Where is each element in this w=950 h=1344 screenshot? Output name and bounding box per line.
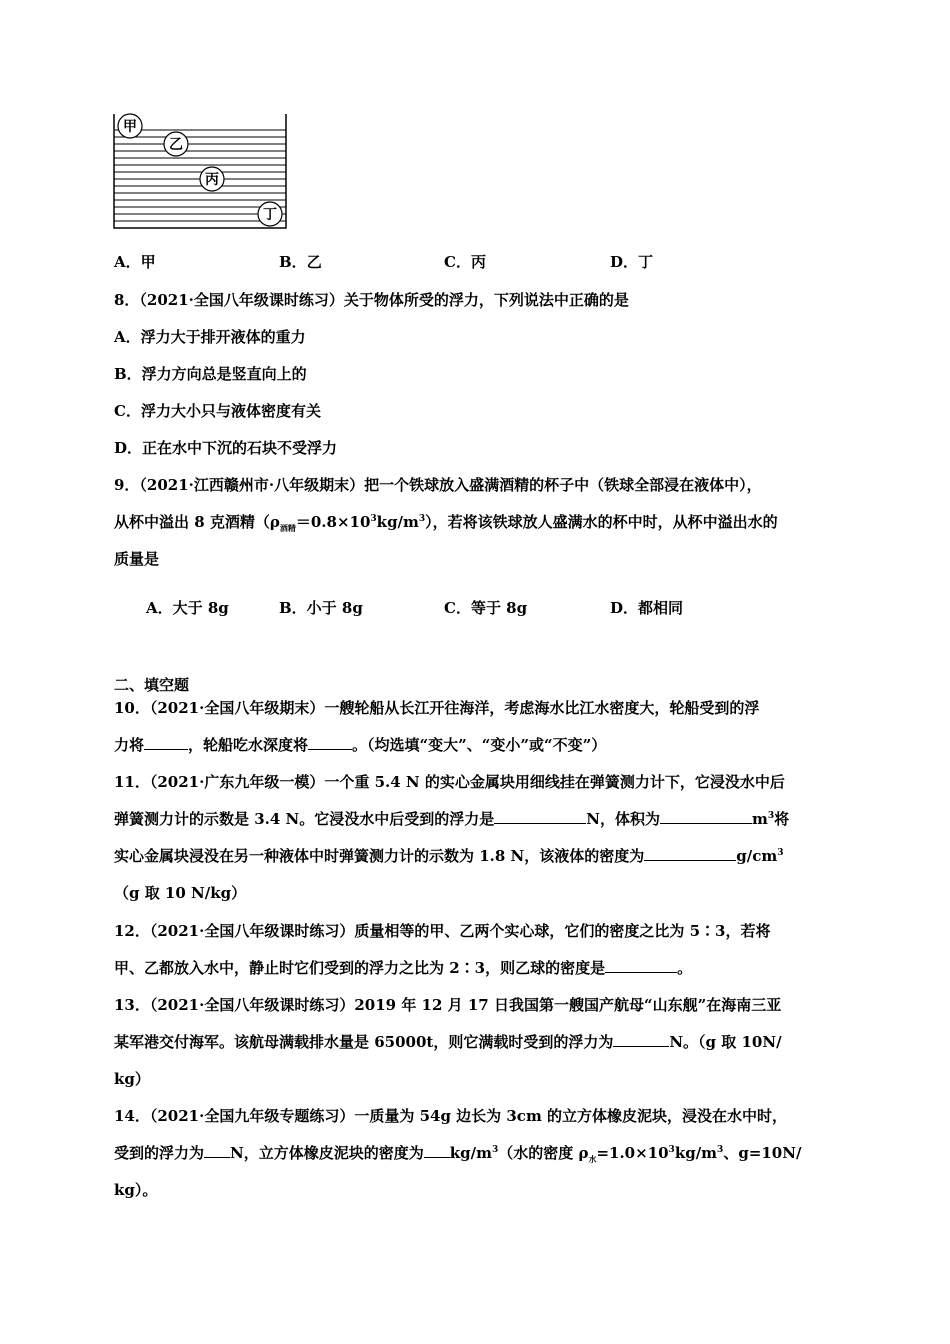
- q8-option-b: B．浮力方向总是竖直向上的: [114, 365, 307, 383]
- beaker-figure: [110, 110, 292, 234]
- q10-line1: 10．（2021·全国八年级期末）一艘轮船从长江开往海洋，考虑海水比江水密度大，轮船受到的浮: [114, 699, 760, 717]
- ball-ding: [258, 202, 282, 226]
- q9-line3: 质量是: [114, 550, 160, 568]
- q14-line2: 受到的浮力为 N，立方体橡皮泥块的密度为 $kg/m^3$（水的密度 $\rho_水=1.0\times 10^3kg/m^3$、g=10N/: [114, 1144, 802, 1164]
- q9-line1: 9．（2021·江西赣州市·八年级期末）把一个铁球放入盛满酒精的杯子中（铁球全部浸在液体中），: [114, 476, 762, 494]
- q13-line3: kg）: [114, 1070, 150, 1088]
- q11-line2: 弹簧测力计的示数是 3.4 N。它浸没水中后受到的浮力是 N，体积为 $m^3$将: [114, 810, 790, 828]
- q7-option-d: D．丁: [610, 253, 654, 271]
- q11-line3: 实心金属块浸没在另一种液体中时弹簧测力计的示数为 1.8 N，该液体的密度为 $g/cm^3$: [114, 847, 784, 865]
- q9-option-b: B．小于 8g: [279, 599, 363, 617]
- q10-blank-2[interactable]: [308, 735, 352, 750]
- q13-line2: 某军港交付海军。该航母满载排水量是 65000t，则它满载时受到的浮力为 N。（g 取 10N/: [114, 1033, 782, 1051]
- q12-line2: 甲、乙都放入水中，静止时它们受到的浮力之比为 2∶3，则乙球的密度是 。: [114, 959, 693, 977]
- svg-text:甲: 甲: [123, 119, 137, 135]
- ball-bing: [200, 167, 224, 191]
- q14-line3: kg）。: [114, 1181, 158, 1199]
- q7-option-b: B．乙: [279, 253, 322, 271]
- svg-text:丙: 丙: [205, 172, 219, 188]
- svg-text:丁: 丁: [263, 207, 277, 223]
- q9-option-a: A．大于 8g: [146, 599, 229, 617]
- q11-line4: （g 取 10 N/kg）: [114, 884, 247, 902]
- q11-blank-3[interactable]: [644, 846, 736, 861]
- q10-line2: 力将 ，轮船吃水深度将 。（均选填“变大”、“变小”或“不变”）: [114, 736, 607, 754]
- q11-blank-2[interactable]: [660, 809, 752, 824]
- svg-text:乙: 乙: [169, 137, 183, 153]
- ball-yi: [164, 132, 188, 156]
- q13-blank-1[interactable]: [613, 1032, 669, 1047]
- section-title: 二、填空题: [114, 676, 190, 694]
- q8-option-d: D．正在水中下沉的石块不受浮力: [114, 439, 338, 457]
- q12-line1: 12．（2021·全国八年级课时练习）质量相等的甲、乙两个实心球，它们的密度之比为 5∶3，若将: [114, 922, 771, 940]
- q7-option-a: A．甲: [114, 253, 156, 271]
- q7-option-c: C．丙: [444, 253, 486, 271]
- q14-line1: 14．（2021·全国九年级专题练习）一质量为 54g 边长为 3cm 的立方体橡皮泥块，浸没在水中时，: [114, 1107, 788, 1125]
- q14-blank-2[interactable]: [424, 1143, 450, 1158]
- q9-line2: 从杯中溢出 8 克酒精$(\rho_{酒精}=0.8\times 10^3kg/m^3)$，若将该铁球放人盛满水的杯中时，从杯中溢出水的: [114, 513, 778, 533]
- q8-option-c: C．浮力大小只与液体密度有关: [114, 402, 321, 420]
- q8-option-a: A．浮力大于排开液体的重力: [114, 328, 306, 346]
- q9-option-d: D．都相同: [610, 599, 684, 617]
- q8-stem: 8．（2021·全国八年级课时练习）关于物体所受的浮力，下列说法中正确的是: [114, 291, 629, 309]
- q10-blank-1[interactable]: [144, 735, 188, 750]
- q14-blank-1[interactable]: [204, 1143, 230, 1158]
- ball-jia: [118, 114, 142, 138]
- q9-option-c: C．等于 8g: [444, 599, 528, 617]
- q11-line1: 11．（2021·广东九年级一模）一个重 5.4 N 的实心金属块用细线挂在弹簧测力计下，它浸没水中后: [114, 773, 785, 791]
- q13-line1: 13．（2021·全国八年级课时练习）2019 年 12 月 17 日我国第一艘国产航母“山东舰”在海南三亚: [114, 996, 782, 1014]
- q11-blank-1[interactable]: [494, 809, 586, 824]
- q12-blank-1[interactable]: [605, 958, 677, 973]
